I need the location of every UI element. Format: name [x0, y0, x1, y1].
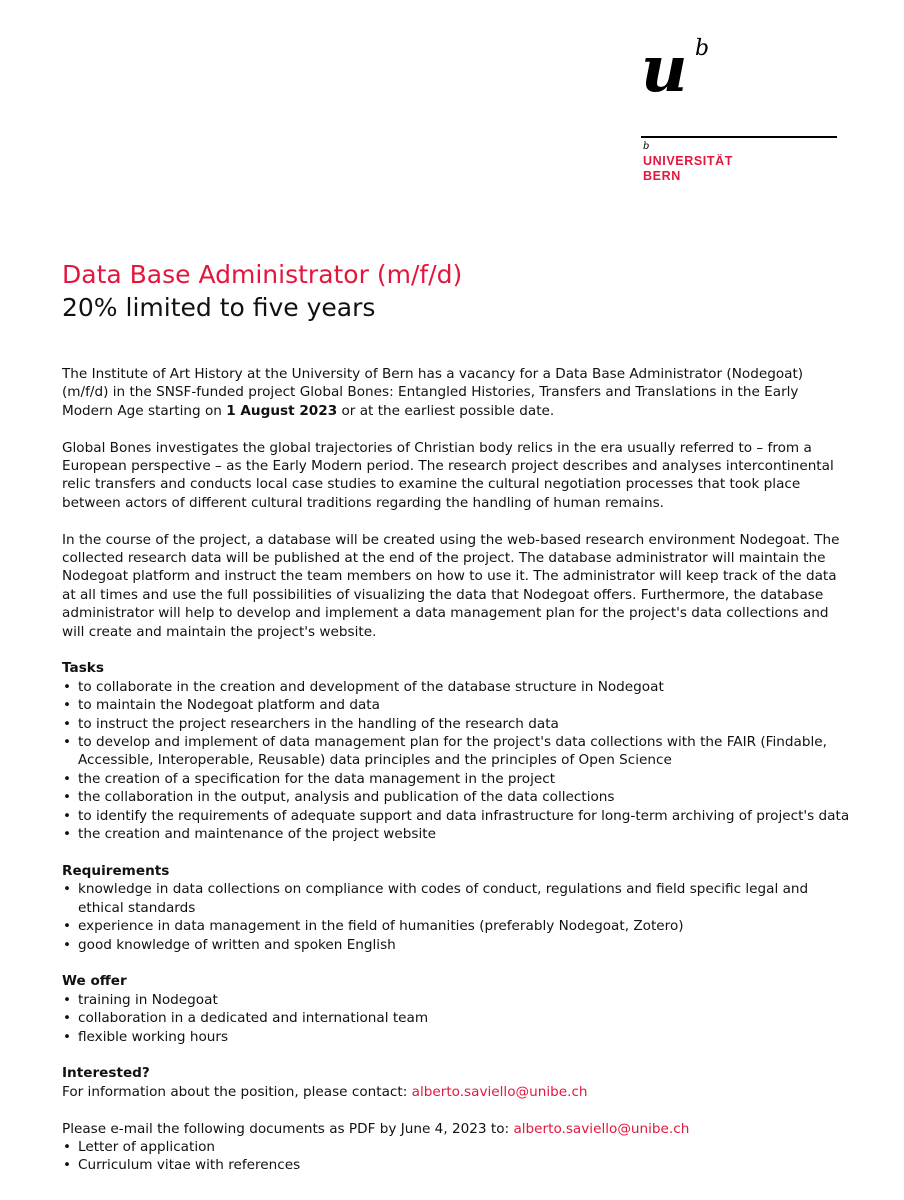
list-item-text: to maintain the Nodegoat platform and data [78, 697, 380, 714]
list-item [62, 917, 852, 935]
contact-line [62, 1083, 852, 1101]
logo-mark-b: b [695, 36, 710, 61]
list-item [62, 1138, 852, 1156]
list-item-text: good knowledge of written and spoken English [78, 936, 396, 953]
list-item [62, 1028, 852, 1046]
bullet-icon: • [63, 678, 72, 695]
list-item [62, 733, 852, 770]
list-item [62, 936, 852, 954]
list-item-text: Curriculum vitae with references [78, 1157, 301, 1174]
tasks-list [62, 678, 852, 844]
bullet-icon: • [63, 918, 72, 935]
intro-text-2: starting on [143, 402, 227, 419]
bullet-icon: • [63, 1157, 72, 1174]
bullet-icon: • [63, 715, 72, 732]
job-title: Data Base Administrator (m/f/d) [62, 260, 463, 289]
offer-heading: We offer [62, 973, 127, 990]
list-item-text: the creation of a specification for the data management in the project [78, 770, 556, 787]
logo-divider [641, 136, 837, 138]
list-item-text: to instruct the project researchers in the handling of the research data [78, 715, 559, 732]
logo-wordmark-line1: UNIVERSITÄT [643, 154, 733, 168]
list-item [62, 715, 852, 733]
list-item [62, 1156, 852, 1174]
list-item-text: the collaboration in the output, analysis and publication of the data collections [78, 789, 615, 806]
list-item [62, 825, 852, 843]
requirements-list [62, 880, 852, 954]
list-item [62, 807, 852, 825]
bullet-icon: • [63, 807, 72, 824]
list-item [62, 696, 852, 714]
database-description: In the course of the project, a database will be created using the web-based research environment Nodegoat. The collected research data will be published at the end of the project. The database administrator will maintain the Nodegoat platform and instruct the team members on how to use it. The administrator will keep track of the data at all times and use the full possibilities of visualizing the data that Nodegoat offers. Furthermore, the database administrator will help to develop and implement a data management plan for the project's data collections and will create and maintain the project's website. [62, 531, 840, 640]
intro-paragraph [62, 365, 852, 420]
application-deadline: June 4, 2023 [400, 1120, 487, 1137]
bullet-icon: • [63, 1010, 72, 1027]
application-text-1: Please e-mail the following documents as PDF by [62, 1120, 401, 1137]
list-item-text: flexible working hours [78, 1028, 229, 1045]
intro-text-1: The Institute of Art History at the University of Bern has a vacancy for a Data Base Administrator (Nodegoat) (m/f/d) in the SNSF-funded project [62, 366, 804, 401]
list-item-text: training in Nodegoat [78, 991, 218, 1008]
requirements-heading: Requirements [62, 862, 170, 879]
logo-small-b: b [643, 141, 650, 152]
bullet-icon: • [63, 697, 72, 714]
application-email-link[interactable]: alberto.saviello@unibe.ch [513, 1120, 690, 1137]
list-item-text: to collaborate in the creation and development of the database structure in Nodegoat [78, 678, 664, 695]
bullet-icon: • [63, 734, 72, 751]
application-instructions [62, 1120, 852, 1138]
bullet-icon: • [63, 789, 72, 806]
intro-text-3: or at the earliest possible date. [337, 402, 555, 419]
job-posting [62, 258, 852, 1175]
project-name: Global Bones: Entangled Histories, Transfers and Translations in the Early Modern Age [62, 384, 799, 419]
application-text-2: to: [486, 1120, 514, 1137]
bullet-icon: • [63, 826, 72, 843]
list-item [62, 991, 852, 1009]
bullet-icon: • [63, 1138, 72, 1155]
bullet-icon: • [63, 1028, 72, 1045]
list-item-text: to identify the requirements of adequate support and data infrastructure for long-term archiving of project's data [78, 807, 850, 824]
project-description: Global Bones investigates the global trajectories of Christian body relics in the era usually referred to – from a European perspective – as the Early Modern period. The research project describes and analyses intercontinental relic transfers and conducts local case studies to examine the cultural negotiation processes that took place between actors of different cultural traditions regarding the handling of human remains. [62, 439, 834, 511]
logo-mark-u: u [641, 32, 688, 107]
bullet-icon: • [63, 936, 72, 953]
list-item [62, 788, 852, 806]
interested-heading: Interested? [62, 1065, 150, 1082]
bullet-icon: • [63, 770, 72, 787]
list-item [62, 678, 852, 696]
university-logo [641, 32, 841, 198]
logo-wordmark-line2: BERN [643, 169, 681, 183]
list-item-text: Letter of application [78, 1138, 216, 1155]
list-item-text: to develop and implement of data management plan for the project's data collections with the FAIR (Findable, Accessible, Interoperable, Reusable) data principles and the principles of Open Science [78, 734, 827, 769]
list-item-text: collaboration in a dedicated and international team [78, 1010, 429, 1027]
contact-text: For information about the position, please contact: [62, 1083, 412, 1100]
bullet-icon: • [63, 881, 72, 898]
list-item [62, 880, 852, 917]
bullet-icon: • [63, 991, 72, 1008]
start-date: 1 August 2023 [226, 402, 338, 419]
list-item [62, 1009, 852, 1027]
documents-list [62, 1138, 852, 1175]
job-subtitle: 20% limited to five years [62, 293, 376, 322]
list-item-text: knowledge in data collections on compliance with codes of conduct, regulations and field specific legal and ethical standards [78, 881, 809, 916]
list-item [62, 770, 852, 788]
offer-list [62, 991, 852, 1046]
contact-email-link[interactable]: alberto.saviello@unibe.ch [411, 1083, 588, 1100]
list-item-text: the creation and maintenance of the project website [78, 826, 436, 843]
tasks-heading: Tasks [62, 660, 104, 677]
list-item-text: experience in data management in the field of humanities (preferably Nodegoat, Zotero) [78, 918, 684, 935]
logo-wordmark [643, 154, 733, 184]
